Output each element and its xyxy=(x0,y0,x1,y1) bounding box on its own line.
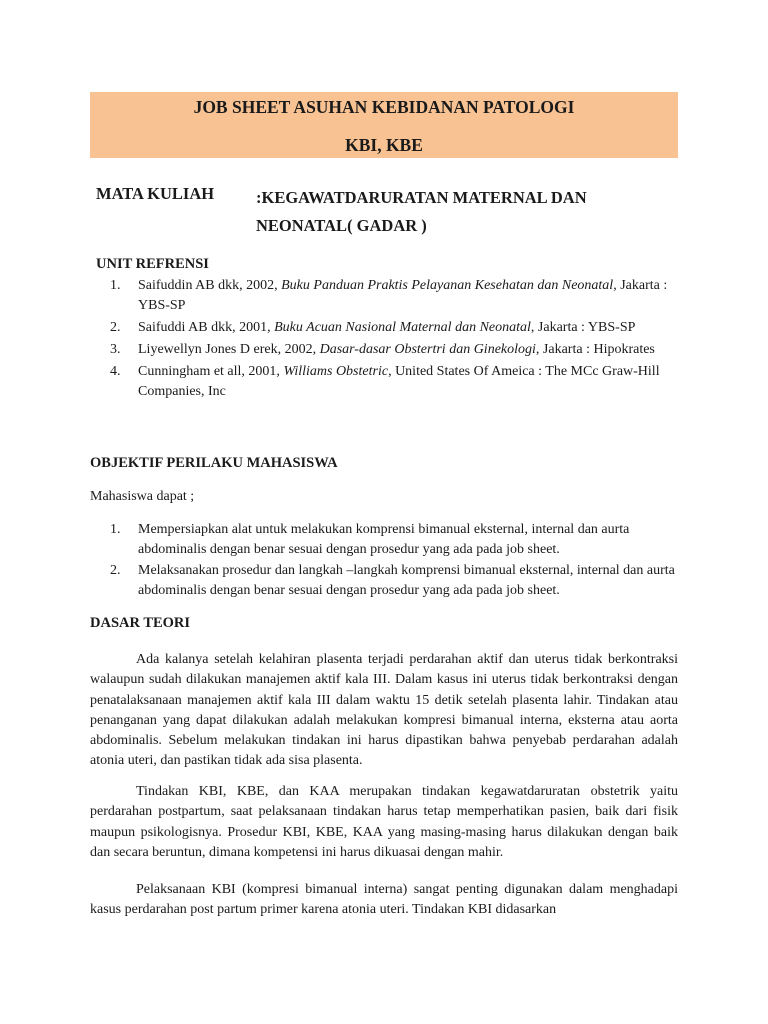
list-number: 4. xyxy=(110,364,121,379)
reference-author: Liyewellyn Jones D erek, 2002, xyxy=(138,342,320,357)
reference-publisher: , United States Of Ameica : The MCc Graw-Hill Companies, Inc xyxy=(138,364,660,399)
paragraph: Tindakan KBI, KBE, dan KAA merupakan tindakan kegawatdaruratan obstetrik yaitu perdarahan postpartum, saat pelaksanaan tindakan harus tetap memperhatikan pasien, baik dari fisik maupun psikologisnya. Prosedur KBI, KBE, KAA yang masing-masing harus dilakukan dengan baik dan secara beruntun, dimana kompetensi ini harus dikuasai dengan mahir. xyxy=(90,784,678,860)
reference-list xyxy=(110,276,680,404)
objective-text: Melaksanakan prosedur dan langkah –langkah komprensi bimanual eksternal, internal dan aurta abdominalis dengan benar sesuai dengan prosedur yang ada pada job sheet. xyxy=(138,563,675,598)
list-item xyxy=(110,362,680,402)
list-number: 3. xyxy=(110,342,121,357)
list-number: 2. xyxy=(110,563,121,578)
list-number: 1. xyxy=(110,278,121,293)
unit-referensi-heading: UNIT REFRENSI xyxy=(96,256,209,272)
objective-text: Mempersiapkan alat untuk melakukan komprensi bimanual eksternal, internal dan aurta abdominalis dengan benar sesuai dengan prosedur yang ada pada job sheet. xyxy=(138,522,630,557)
dasar-teori-heading: DASAR TEORI xyxy=(90,615,191,631)
mata-kuliah-value: :KEGAWATDARURATAN MATERNAL DAN NEONATAL( GADAR ) xyxy=(256,188,587,235)
list-item xyxy=(110,520,680,560)
reference-author: Saifuddin AB dkk, 2002, xyxy=(138,278,282,293)
reference-title: Buku Acuan Nasional Maternal dan Neonatal xyxy=(274,320,531,335)
list-number: 2. xyxy=(110,320,121,335)
document-title: JOB SHEET ASUHAN KEBIDANAN PATOLOGI xyxy=(193,97,575,117)
reference-author: Cunningham et all, 2001, xyxy=(138,364,284,379)
reference-publisher: , Jakarta : YBS-SP xyxy=(530,320,636,335)
list-item xyxy=(110,340,680,360)
reference-title: Dasar-dasar Obstertri dan Ginekologi xyxy=(319,342,536,357)
mata-kuliah-label: MATA KULIAH xyxy=(96,184,215,203)
list-item xyxy=(110,318,680,338)
reference-publisher: , Jakarta : YBS-SP xyxy=(138,278,668,313)
reference-title: Buku Panduan Praktis Pelayanan Kesehatan dan Neonatal xyxy=(281,278,614,293)
document-subtitle: KBI, KBE xyxy=(345,135,423,155)
list-number: 1. xyxy=(110,522,121,537)
objective-list xyxy=(110,520,680,602)
objektif-intro: Mahasiswa dapat ; xyxy=(90,489,195,504)
paragraph: Ada kalanya setelah kelahiran plasenta terjadi perdarahan aktif dan uterus tidak berkontraksi walaupun sudah dilakukan manajemen aktif kala III. Dalam kasus ini uterus tidak berkontraksi dengan penatalaksanaan manajemen aktif kala III dalam waktu 15 detik setelah plasenta lahir. Tindakan atau penanganan yang dapat dilakukan adalah melakukan kompresi bimanual interna, eksterna atau aorta abdominalis. Sebelum melakukan tindakan ini harus dipastikan bahwa penyebab perdarahan adalah atonia uteri, dan pastikan tidak ada sisa plasenta. xyxy=(90,652,678,769)
reference-title: Williams Obstetric xyxy=(283,364,389,379)
reference-publisher: , Jakarta : Hipokrates xyxy=(535,342,655,357)
list-item xyxy=(110,276,680,316)
reference-author: Saifuddi AB dkk, 2001, xyxy=(138,320,275,335)
objektif-heading: OBJEKTIF PERILAKU MAHASISWA xyxy=(90,455,338,471)
paragraph: Pelaksanaan KBI (kompresi bimanual interna) sangat penting digunakan dalam menghadapi kasus perdarahan post partum primer karena atonia uteri. Tindakan KBI didasarkan xyxy=(90,882,678,918)
list-item xyxy=(110,561,680,601)
title-banner xyxy=(90,92,678,158)
